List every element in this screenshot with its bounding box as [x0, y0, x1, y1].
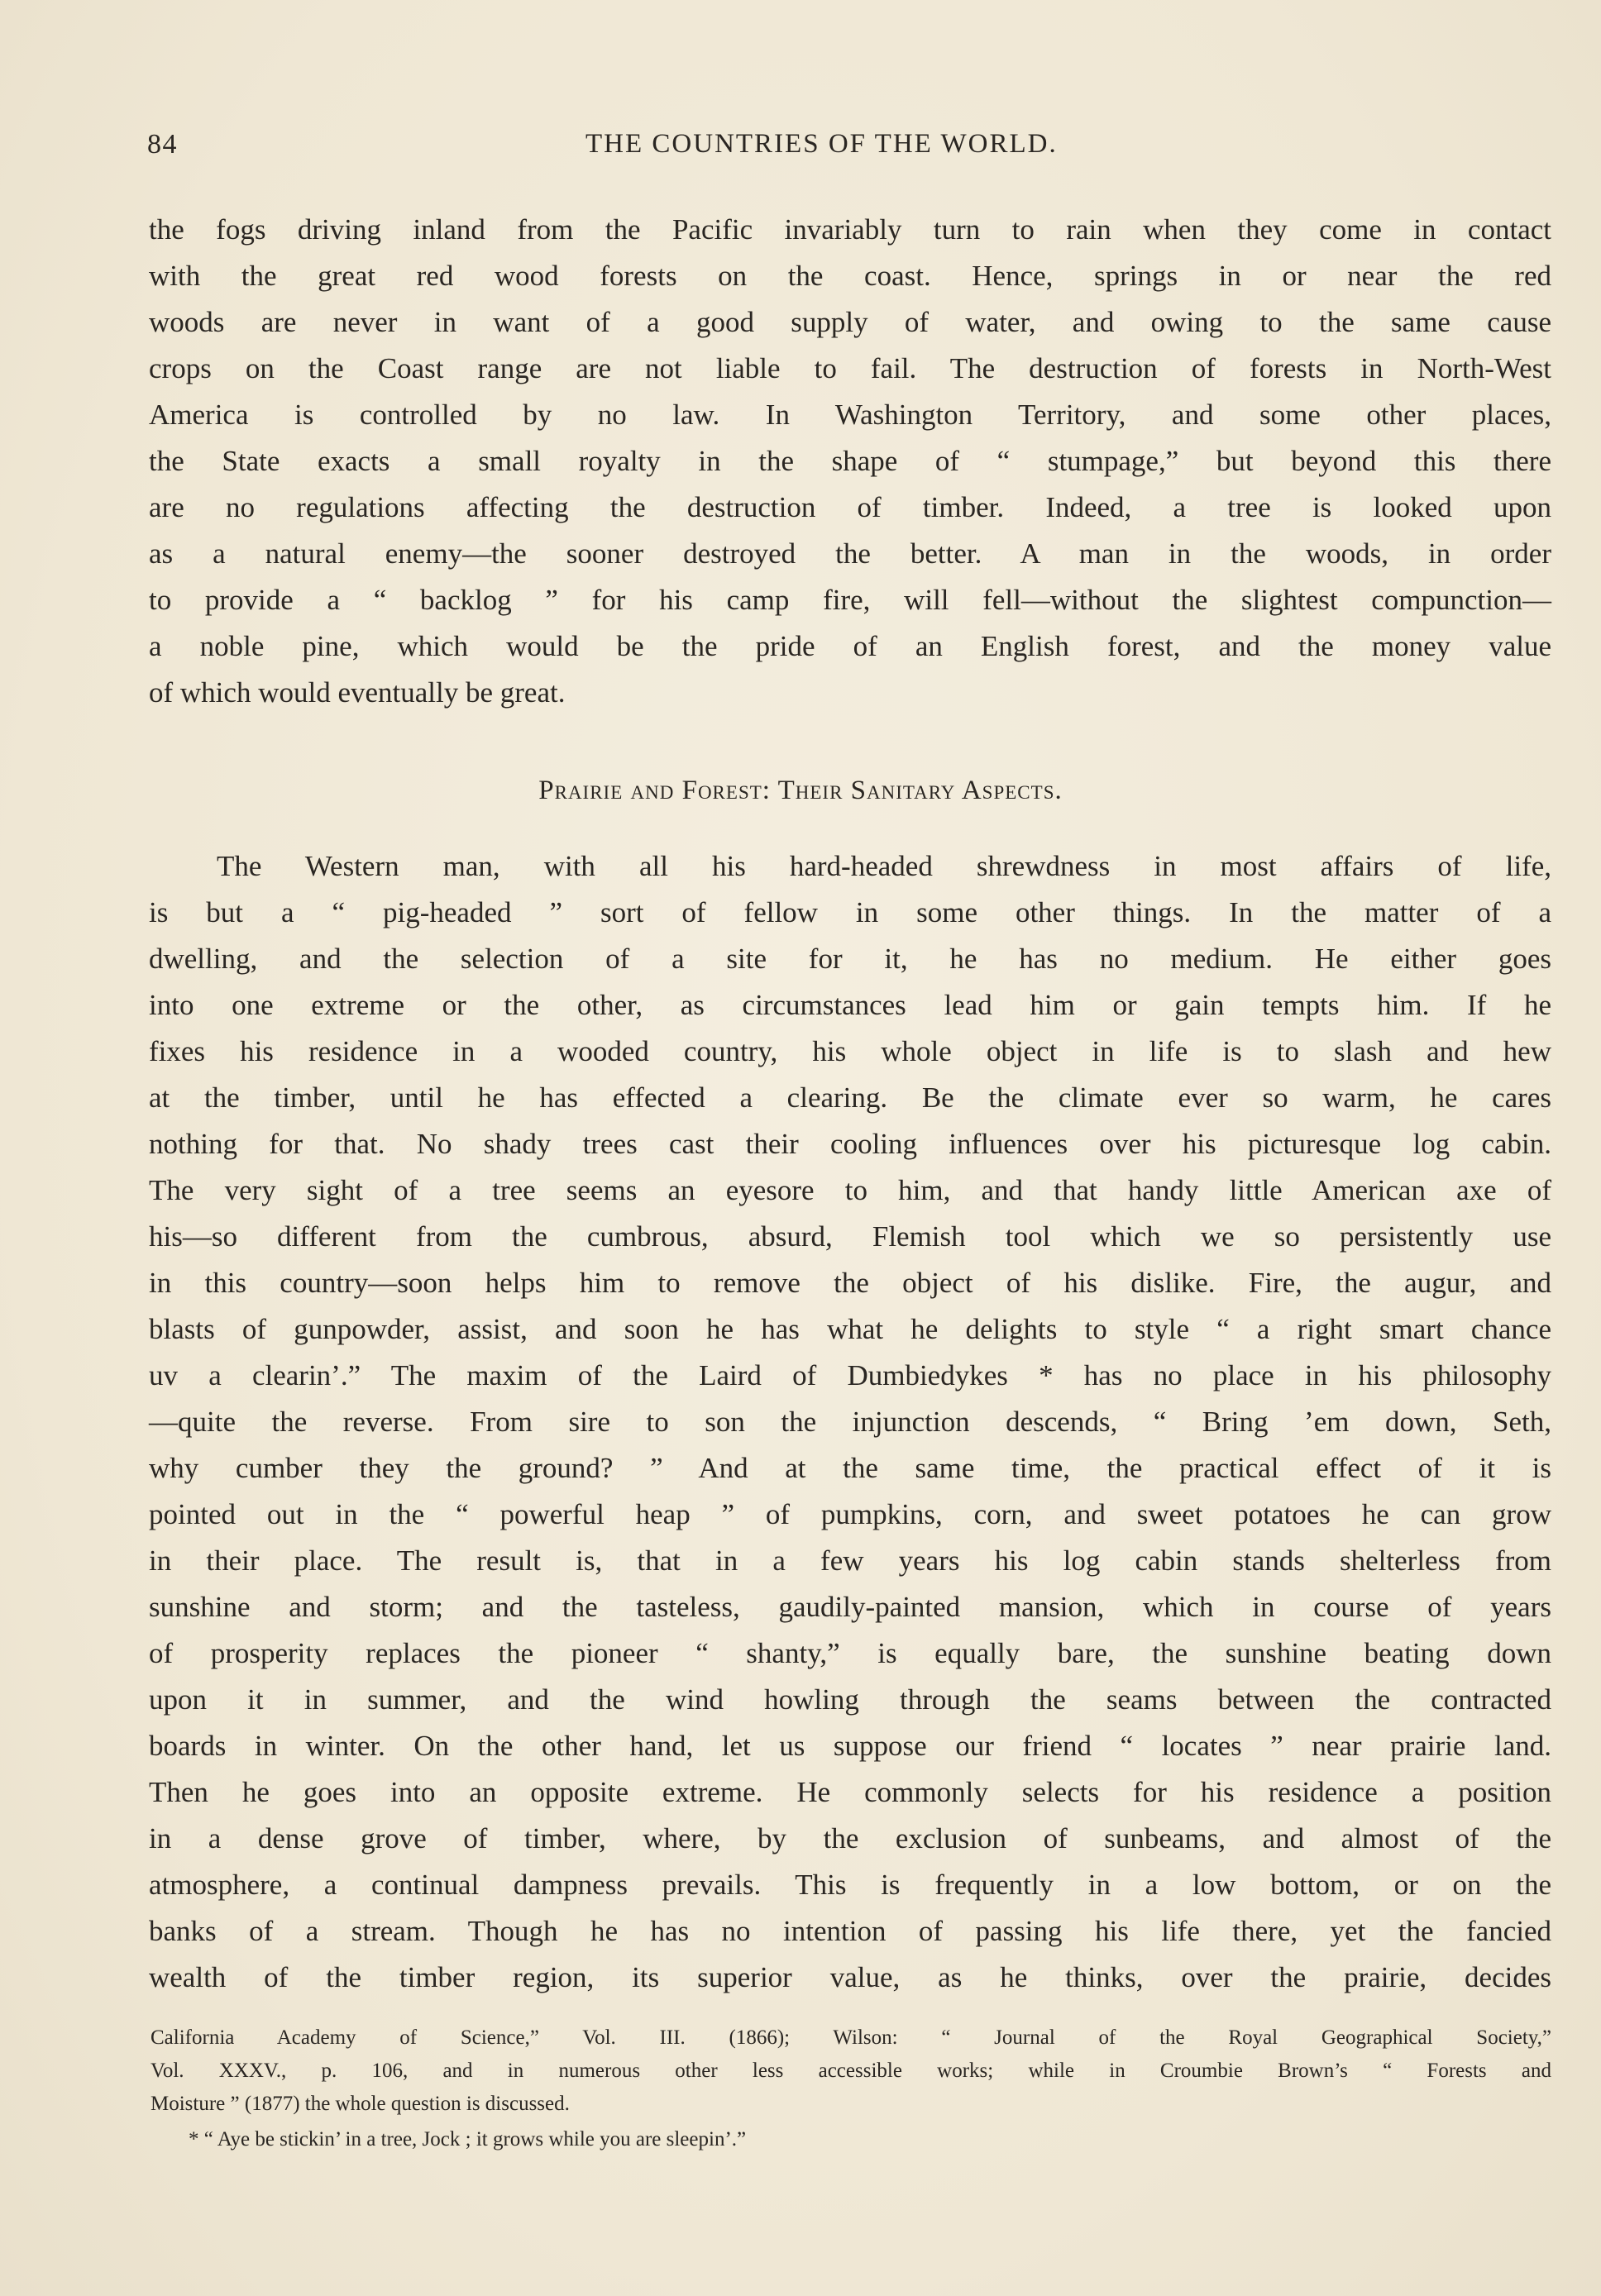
text-line: at the timber, until he has effected a clearing. Be the climate ever so warm, he cares [149, 1081, 1551, 1114]
text-line: uv a clearin’.” The maxim of the Laird of Dumbiedykes * has no place in his philosophy [149, 1359, 1551, 1391]
text-line: The Western man, with all his hard-headed shrewdness in most affairs of life, [217, 850, 1551, 882]
text-line: to provide a “ backlog ” for his camp fire, will fell—without the slightest compunction— [149, 584, 1551, 616]
text-line: in their place. The result is, that in a few years his log cabin stands shelterless from [149, 1544, 1551, 1577]
text-line: in a dense grove of timber, where, by the exclusion of sunbeams, and almost of the [149, 1822, 1551, 1854]
text-line: upon it in summer, and the wind howling through the seams between the contracted [149, 1683, 1551, 1716]
text-line: blasts of gunpowder, assist, and soon he has what he delights to style “ a right smart chance [149, 1313, 1551, 1345]
text-line: nothing for that. No shady trees cast their cooling influences over his picturesque log cabin. [149, 1128, 1551, 1160]
text-line: the State exacts a small royalty in the shape of “ stumpage,” but beyond this there [149, 445, 1551, 477]
text-line: in this country—soon helps him to remove the object of his dislike. Fire, the augur, and [149, 1267, 1551, 1299]
text-line: atmosphere, a continual dampness prevails. This is frequently in a low bottom, or on the [149, 1869, 1551, 1901]
text-line: his—so different from the cumbrous, absurd, Flemish tool which we so persistently use [149, 1220, 1551, 1253]
footnote-line: Vol. XXXV., p. 106, and in numerous other less accessible works; while in Croumbie Brown’s “ Forests and [151, 2060, 1551, 2082]
text-line: into one extreme or the other, as circumstances lead him or gain tempts him. If he [149, 989, 1551, 1021]
text-line: pointed out in the “ powerful heap ” of pumpkins, corn, and sweet potatoes he can grow [149, 1498, 1551, 1530]
text-line: why cumber they the ground? ” And at the same time, the practical effect of it is [149, 1452, 1551, 1484]
running-head [147, 126, 1553, 167]
text-line: woods are never in want of a good supply of water, and owing to the same cause [149, 306, 1551, 338]
text-line: America is controlled by no law. In Washington Territory, and some other places, [149, 399, 1551, 431]
text-line: banks of a stream. Though he has no intention of passing his life there, yet the fancied [149, 1915, 1551, 1947]
running-title: THE COUNTRIES OF THE WORLD. [585, 129, 1058, 159]
text-line: fixes his residence in a wooded country, his whole object in life is to slash and hew [149, 1035, 1551, 1067]
footnote-line: California Academy of Science,” Vol. III. (1866); Wilson: “ Journal of the Royal Geographical Society,” [151, 2026, 1551, 2049]
text-line: are no regulations affecting the destruction of timber. Indeed, a tree is looked upon [149, 491, 1551, 523]
text-line: The very sight of a tree seems an eyesore to him, and that handy little American axe of [149, 1174, 1551, 1206]
text-line: with the great red wood forests on the coast. Hence, springs in or near the red [149, 260, 1551, 292]
page-number: 84 [147, 129, 178, 160]
text-line: Then he goes into an opposite extreme. He commonly selects for his residence a position [149, 1776, 1551, 1808]
text-line: dwelling, and the selection of a site for it, he has no medium. He either goes [149, 943, 1551, 975]
text-line: boards in winter. On the other hand, let us suppose our friend “ locates ” near prairie land. [149, 1730, 1551, 1762]
text-line: wealth of the timber region, its superior value, as he thinks, over the prairie, decides [149, 1961, 1551, 1993]
text-line: the fogs driving inland from the Pacific invariably turn to rain when they come in contact [149, 213, 1551, 246]
footnote-line: Moisture ” (1877) the whole question is discussed. [151, 2093, 570, 2115]
text-line: is but a “ pig-headed ” sort of fellow in some other things. In the matter of a [149, 896, 1551, 928]
text-line: crops on the Coast range are not liable to fail. The destruction of forests in North-West [149, 352, 1551, 384]
text-line: of prosperity replaces the pioneer “ shanty,” is equally bare, the sunshine beating down [149, 1637, 1551, 1669]
text-line: —quite the reverse. From sire to son the injunction descends, “ Bring ’em down, Seth, [149, 1406, 1551, 1438]
text-line: sunshine and storm; and the tasteless, gaudily-painted mansion, which in course of years [149, 1591, 1551, 1623]
text-line: a noble pine, which would be the pride of an English forest, and the money value [149, 630, 1551, 662]
text-line: as a natural enemy—the sooner destroyed the better. A man in the woods, in order [149, 537, 1551, 570]
text-line: of which would eventually be great. [149, 676, 566, 709]
section-heading: Prairie and Forest: Their Sanitary Aspects. [538, 776, 1063, 805]
footnote-star: * “ Aye be stickin’ in a tree, Jock ; it grows while you are sleepin’.” [189, 2128, 747, 2150]
